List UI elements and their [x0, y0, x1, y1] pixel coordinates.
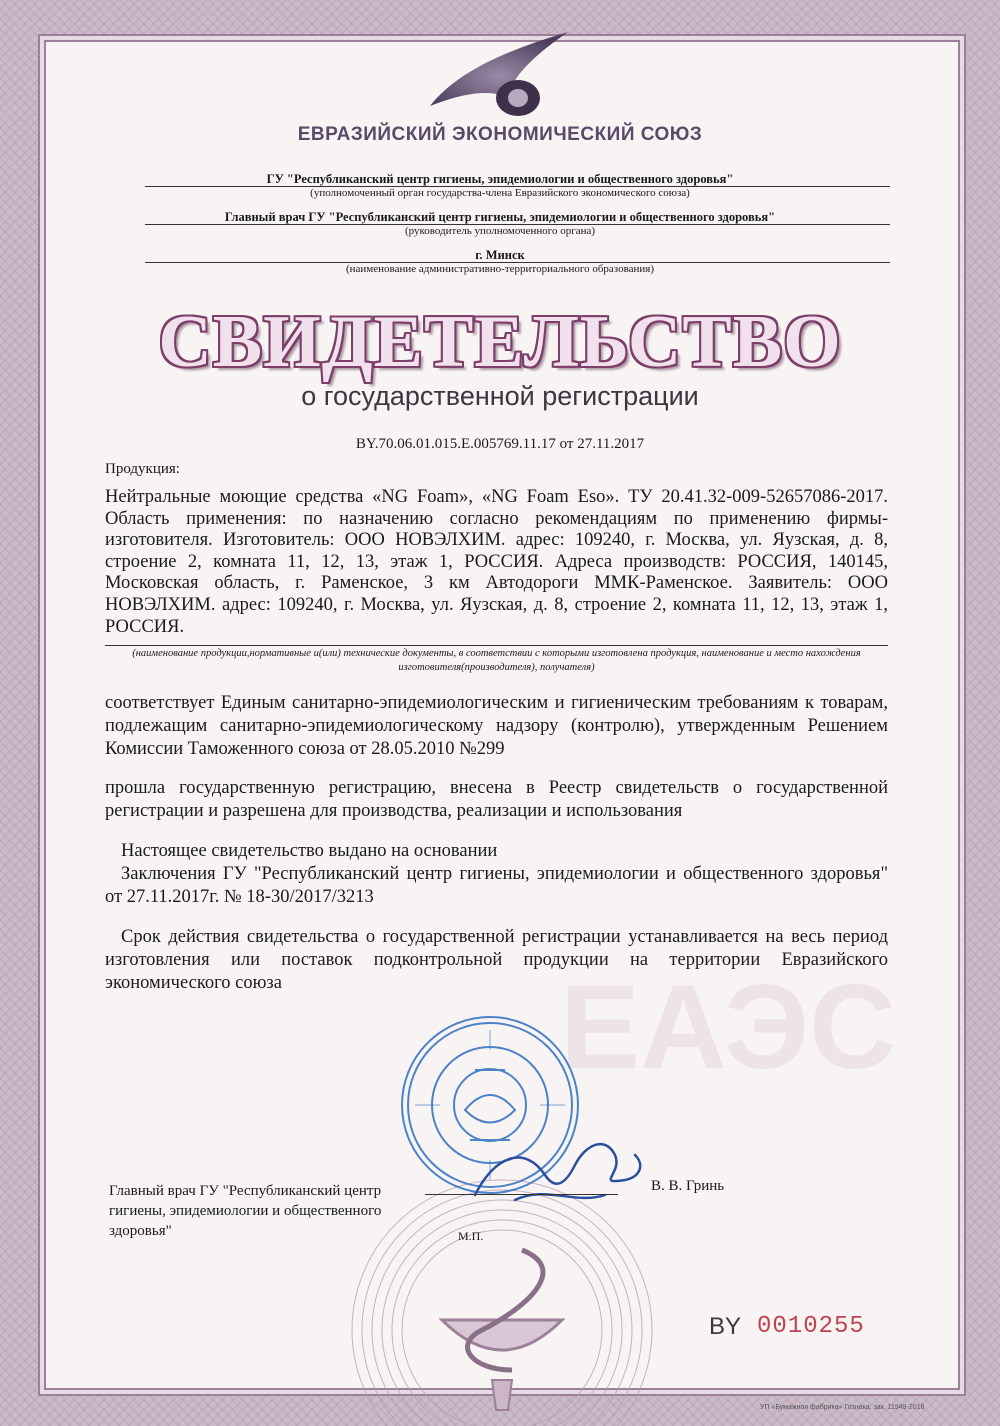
city-caption: (наименование административно-территориального образования) — [345, 263, 655, 275]
validity-text: Срок действия свидетельства о государственной регистрации устанавливается на весь период изготовления или поставок подконтрольной продукции на территории Евразийского экономического союза — [105, 927, 888, 993]
signatory-position: Главный врач ГУ "Республиканский центр гигиены, эпидемиологии и общественного здоровья" — [109, 1183, 382, 1239]
city-name: г. Минск — [475, 248, 525, 262]
registration-text: прошла государственную регистрацию, внесена в Реестр свидетельств о государственной регистрации и разрешена для производства, реализации и использования — [105, 778, 888, 821]
head-name: Главный врач ГУ "Республиканский центр гигиены, эпидемиологии и общественного здоровья" — [224, 210, 776, 224]
serial-prefix: BY — [709, 1313, 742, 1340]
signature-icon — [455, 1115, 655, 1225]
basis-intro: Настоящее свидетельство выдано на основании — [121, 841, 498, 861]
certificate-number: BY.70.06.01.015.E.005769.11.17 от 27.11.2017 — [355, 436, 645, 452]
watermark-text: ЕАЭС — [560, 960, 896, 1094]
authority-name: ГУ "Республиканский центр гигиены, эпидемиологии и общественного здоровья" — [266, 172, 734, 186]
divider — [105, 645, 888, 646]
head-caption: (руководитель уполномоченного органа) — [404, 225, 596, 237]
union-name: ЕВРАЗИЙСКИЙ ЭКОНОМИЧЕСКИЙ СОЮЗ — [297, 124, 703, 145]
product-label: Продукция: — [105, 461, 180, 477]
signatory-name: В. В. Гринь — [651, 1178, 725, 1194]
document-title: СВИДЕТЕЛЬСТВО — [158, 301, 842, 383]
basis-text: Заключения ГУ "Республиканский центр гигиены, эпидемиологии и общественного здоровья" от 27.11.2017г. № 18-30/2017/3213 — [105, 864, 888, 907]
eaeu-emblem-icon — [420, 28, 580, 120]
authority-caption: (уполномоченный орган государства-члена Евразийского экономического союза) — [310, 187, 690, 199]
product-caption: (наименование продукции,нормативные и(или) технические документы, в соответствии с которыми изготовлена продукция, наименование и место нахождения изготовителя(производителя), получателя) — [132, 648, 861, 673]
compliance-text: соответствует Единым санитарно-эпидемиологическим и гигиеническим требованиям к товарам, подлежащим санитарно-эпидемиологическому надзору (контролю), утвержденным Решением Комиссии Таможенного союза от 28.05.2010 №299 — [105, 693, 888, 759]
signature-line — [425, 1194, 618, 1195]
document-subtitle: о государственной регистрации — [301, 381, 699, 411]
stamp-place-label: М.П. — [458, 1229, 484, 1243]
serial-number: 0010255 — [757, 1313, 865, 1340]
printer-note: УП «Бумажная фабрика» Гознака, зак. 11949-2016 — [760, 1404, 925, 1411]
product-description: Нейтральные моющие средства «NG Foam», «NG Foam Eso». ТУ 20.41.32-009-52657086-2017. Область применения: по назначению согласно рекомендациям по применению фирмы-изготовителя. Изготовитель: ООО НОВЭЛХИМ. адрес: 109240, г. Москва, ул. Яузская, д. 8, строение 2, комната 11, 12, 13, этаж 1, РОССИЯ. Адреса производств: РОССИЯ, 140145, Московская область, г. Раменское, 3 км Автодороги ММК-Раменское. Заявитель: ООО НОВЭЛХИМ. адрес: 109240, г. Москва, ул. Яузская, д. 8, строение 2, комната 11, 12, 13, этаж 1, РОССИЯ. — [105, 487, 888, 637]
